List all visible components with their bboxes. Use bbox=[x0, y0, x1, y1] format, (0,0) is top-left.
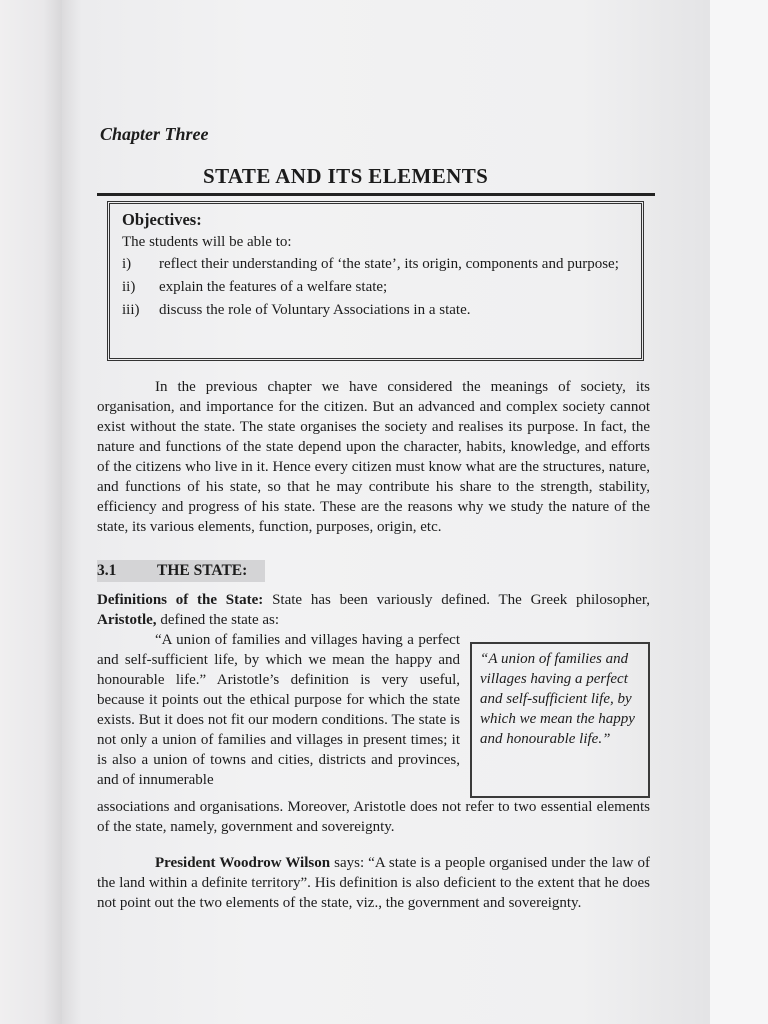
left-page-edge bbox=[0, 0, 62, 1024]
objective-item bbox=[122, 277, 635, 297]
objective-text: discuss the role of Voluntary Associations in a state. bbox=[159, 302, 471, 318]
objective-item bbox=[122, 254, 635, 274]
definitions-lead: Definitions of the State: bbox=[97, 592, 264, 608]
objectives-intro: The students will be able to: bbox=[122, 234, 292, 250]
objectives-box bbox=[107, 201, 644, 361]
objectives-heading: Objectives: bbox=[122, 210, 202, 229]
definitions-end: defined the state as: bbox=[156, 612, 280, 628]
intro-paragraph: In the previous chapter we have considered the meanings of society, its organisation, and importance for the citizen. But an advanced and complex society cannot exist without the state. The state organises the society and realises its purpose. In fact, the nature and functions of the state depend upon the character, habits, knowledge, and efforts of the citizens who live in it. Hence every citizen must know what are the structures, nature, and functions of his state, so that he may contribute his share to the strength, stability, efficiency and progress of his state. These are the reasons why we study the nature of the state, its various elements, function, purposes, origin, etc. bbox=[97, 379, 650, 535]
objective-text: explain the features of a welfare state; bbox=[159, 279, 388, 295]
aristotle-continuation: associations and organisations. Moreover, Aristotle does not refer to two essential elements of the state, namely, government and sovereignty. bbox=[97, 799, 650, 835]
wilson-paragraph bbox=[97, 853, 650, 913]
objective-text: reflect their understanding of ‘the state’, its origin, components and purpose; bbox=[159, 256, 619, 272]
wilson-text: says: “A state is a people organised under the law of the land within a definite territory”. His definition is also deficient to the extent that he does not point out the two elements of the state, viz., the government and sovereignty. bbox=[97, 855, 650, 911]
objective-item bbox=[122, 300, 635, 320]
section-title: THE STATE: bbox=[157, 562, 248, 579]
wilson-name: President Woodrow Wilson bbox=[155, 855, 331, 871]
chapter-title: STATE AND ITS ELEMENTS bbox=[203, 164, 489, 188]
right-background bbox=[710, 0, 768, 1024]
aristotle-quote-paragraph: “A union of families and villages having a perfect and self-sufficient life, by which we mean the happy and honourable life.” Aristotle’s definition is very useful, because it points out the ethical purpose for which the state exists. But it does not fit our modern conditions. The state is not only a union of families and villages in present times; it is also a union of towns and cities, districts and provinces, and of innumerable bbox=[97, 632, 460, 788]
definitions-text: State has been variously defined. The Greek philosopher, bbox=[263, 592, 650, 608]
definitions-paragraph bbox=[97, 590, 650, 630]
aristotle-name: Aristotle, bbox=[97, 612, 157, 628]
title-rule bbox=[97, 193, 655, 196]
objective-number: ii) bbox=[122, 279, 136, 295]
objective-number: i) bbox=[122, 256, 132, 272]
pullquote-box: “A union of families and villages having a perfect and self-sufficient life, by which we mean the happy and honourable life.” bbox=[470, 642, 650, 798]
section-number: 3.1 bbox=[97, 562, 117, 579]
objective-number: iii) bbox=[122, 302, 140, 318]
section-heading bbox=[97, 560, 265, 582]
chapter-label: Chapter Three bbox=[100, 124, 209, 144]
